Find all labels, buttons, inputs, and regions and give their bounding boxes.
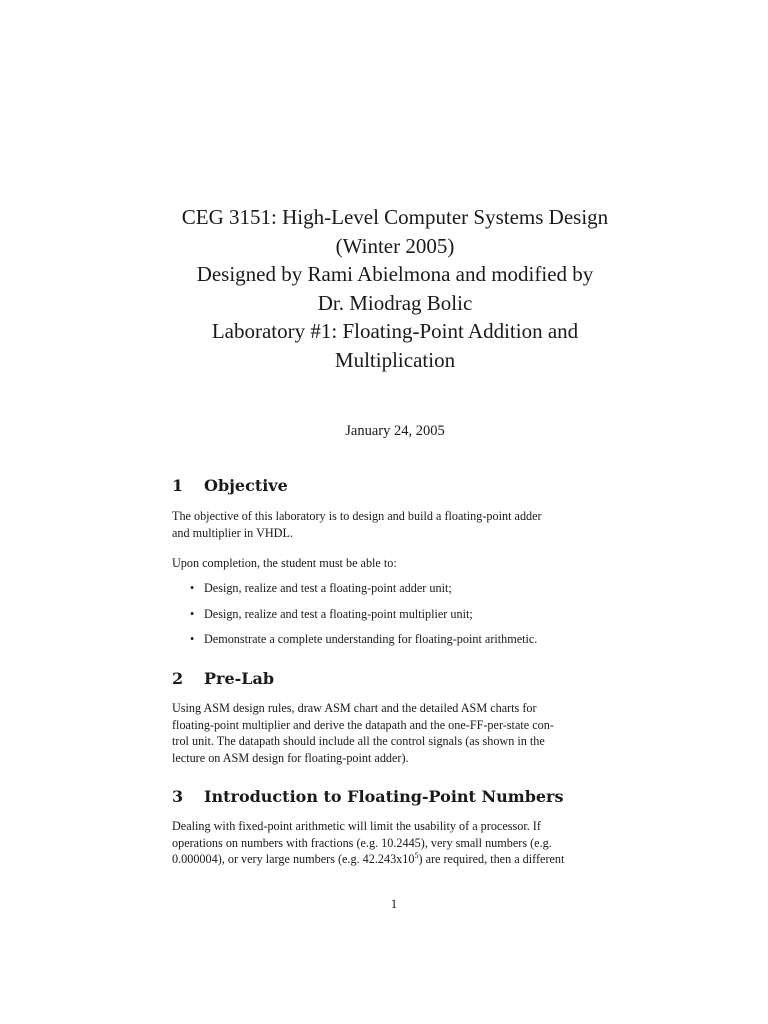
paragraph-line: The objective of this laboratory is to design and build a floating-point adder [172,509,542,523]
list-item-text: Design, realize and test a floating-point adder unit; [204,581,452,595]
section-number: 1 [172,476,184,495]
section-title: Objective [204,476,288,495]
paragraph-line: Upon completion, the student must be able to: [172,556,397,570]
paragraph-line [172,851,616,868]
paragraph-line: lecture on ASM design for floating-point adder). [172,750,409,765]
list-item [190,632,537,658]
paragraph-text: 0.000004), or very large numbers (e.g. 42.243x10 [172,852,415,867]
title-line: Multiplication [334,347,456,372]
paragraph-line: floating-point multiplier and derive the datapath and the one-FF-per-state con- [172,717,554,732]
bullet-icon: • [190,606,195,621]
title-line: Dr. Miodrag Bolic [317,290,473,315]
document-title [150,203,640,375]
paragraph [172,700,616,766]
list-item [190,581,537,607]
paragraph [172,555,616,572]
paragraph-line: Dealing with fixed-point arithmetic will limit the usability of a processor. If [172,819,541,833]
page-number: 1 [390,897,398,911]
paragraph-line: operations on numbers with fractions (e.g. 10.2445), very small numbers (e.g. [172,835,552,850]
section-title: Pre-Lab [204,669,275,688]
title-line: (Winter 2005) [335,233,455,258]
paragraph-line: Using ASM design rules, draw ASM chart and the detailed ASM charts for [172,701,537,715]
section-number: 2 [172,669,184,688]
title-line: Designed by Rami Abielmona and modified by [196,262,594,287]
bullet-icon: • [190,581,195,595]
bullet-icon: • [190,632,195,646]
section-number: 3 [172,787,184,806]
list-item [190,607,537,633]
section-heading-pre-lab [172,669,274,688]
title-line: CEG 3151: High-Level Computer Systems Design [181,205,609,229]
paragraph-line: trol unit. The datapath should include all the control signals (as shown in the [172,734,545,749]
section-title: Introduction to Floating-Point Numbers [204,787,564,806]
title-line: Laboratory #1: Floating-Point Addition and [211,319,579,344]
list-item-text: Demonstrate a complete understanding for floating-point arithmetic. [204,632,538,646]
paragraph [172,508,616,541]
section-heading-objective [172,476,288,495]
document-date: January 24, 2005 [345,423,445,439]
paragraph-text: ) are required, then a different [418,852,565,867]
objective-list [190,581,537,658]
superscript-exponent: 5 [414,851,419,861]
paragraph-line: and multiplier in VHDL. [172,525,293,540]
section-heading-introduction [172,787,564,806]
list-item-text: Design, realize and test a floating-point multiplier unit; [204,606,473,621]
paragraph [172,818,616,868]
